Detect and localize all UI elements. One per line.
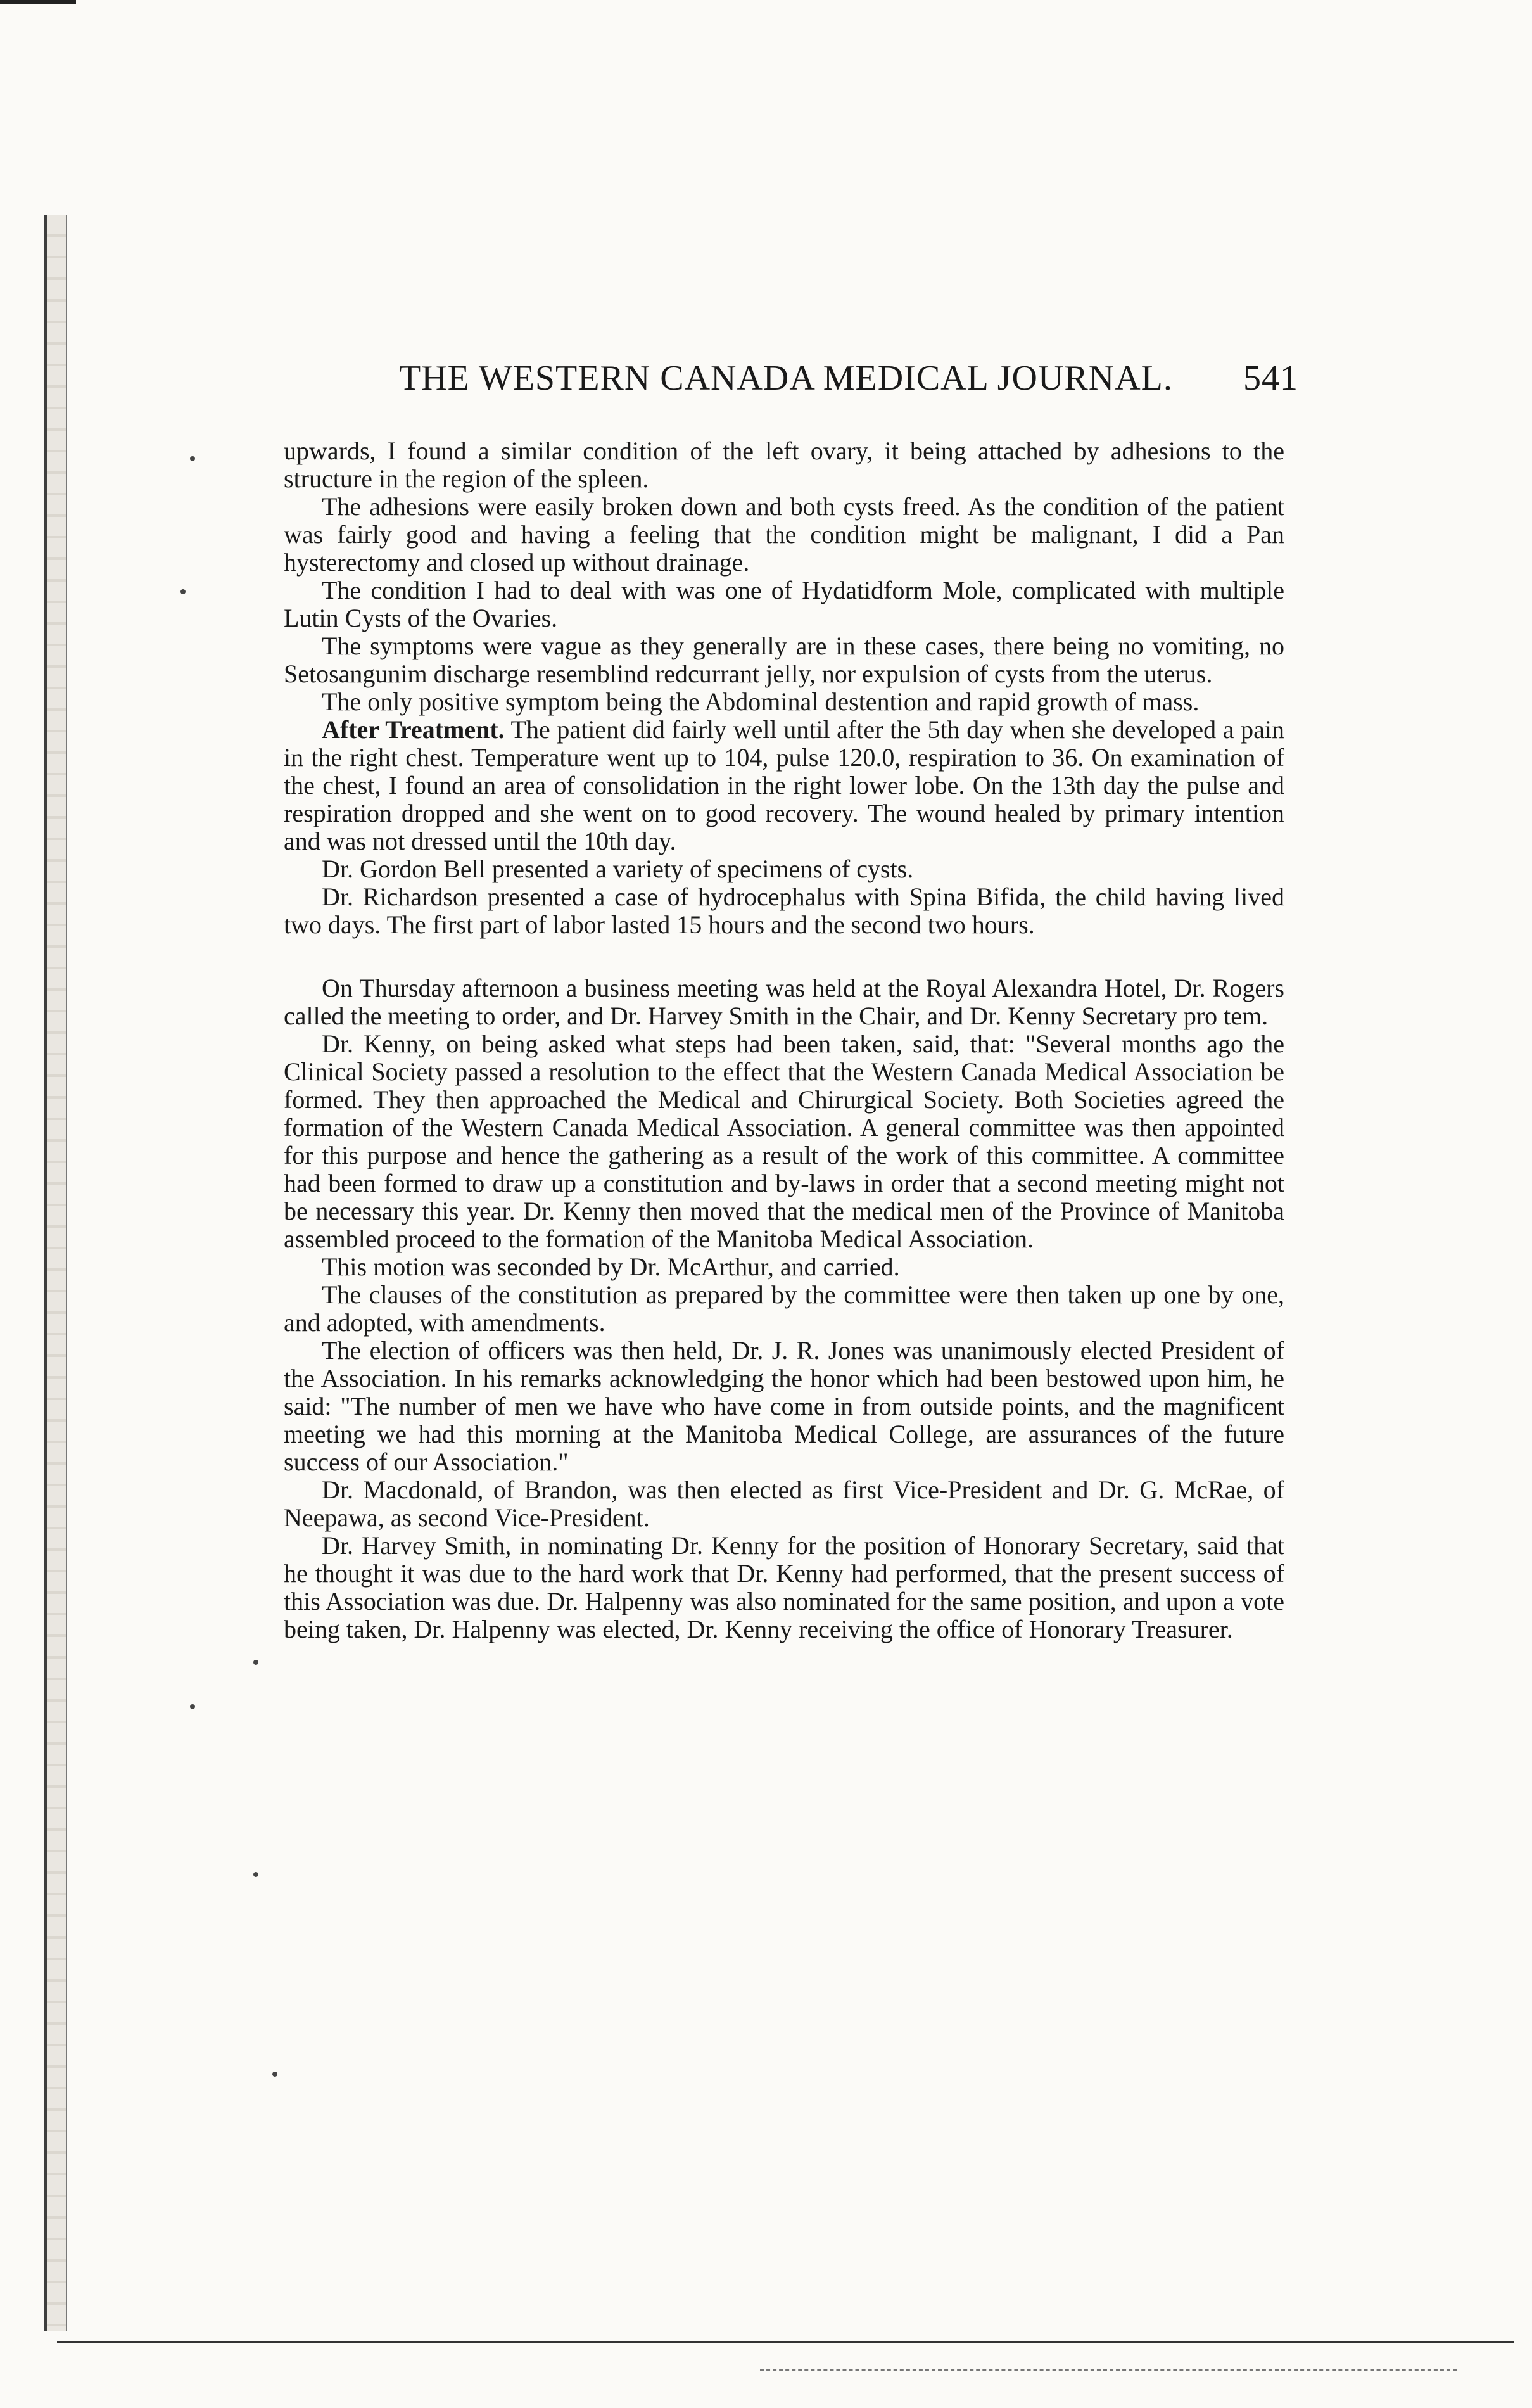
bottom-edge-noise xyxy=(760,2369,1457,2371)
paragraph: The condition I had to deal with was one of Hydatidform Mole, complicated with multiple Lutin Cysts of the Ovaries. xyxy=(284,576,1284,632)
page-number: 541 xyxy=(1243,359,1298,398)
article-body xyxy=(284,437,1284,1643)
paragraph: The adhesions were easily broken down and both cysts freed. As the condition of the patient was fairly good and having a feeling that the condition might be malignant, I did a Pan hysterectomy and closed up without drainage. xyxy=(284,492,1284,577)
bottom-edge-rule xyxy=(57,2341,1514,2343)
paragraph: The election of officers was then held, Dr. J. R. Jones was unanimously elected President of the Association. In his remarks acknowledging the honor which had been bestowed upon him, he said: "The number of men we have who have come in from outside points, and the magnificent meeting we had this morning at the Manitoba Medical College, are assurances of the future success of our Association." xyxy=(284,1336,1284,1476)
paragraph: The symptoms were vague as they generally are in these cases, there being no vomiting, no Setosangunim discharge resemblind redcurrant jelly, nor expulsion of cysts from the uterus. xyxy=(284,632,1284,688)
paragraph: The clauses of the constitution as prepared by the committee were then taken up one by one, and adopted, with amendments. xyxy=(284,1280,1284,1337)
paragraph: This motion was seconded by Dr. McArthur, and carried. xyxy=(322,1252,900,1281)
page-edge-mark xyxy=(0,0,76,29)
running-header xyxy=(399,358,1298,398)
paragraph-text: The patient did fairly well until after the 5th day when she developed a pain in the right chest. Temperature went up to 104, pulse 120.0, respiration to 36. On examination of the chest, I found an area of consolidation in the right lower lobe. On the 13th day the pulse and respiration dropped and she went on to good recovery. The wound healed by primary intention and was not dressed until the 10th day. xyxy=(284,715,1284,855)
paragraph: On Thursday afternoon a business meeting was held at the Royal Alexandra Hotel, Dr. Rogers called the meeting to order, and Dr. Harvey Smith in the Chair, and Dr. Kenny Secretary pro tem. xyxy=(284,974,1284,1030)
after-treatment-heading: After Treatment. xyxy=(322,715,505,744)
paragraph-after-treatment xyxy=(284,716,1284,855)
journal-title: THE WESTERN CANADA MEDICAL JOURNAL. xyxy=(399,359,1173,398)
paragraph: Dr. Macdonald, of Brandon, was then elected as first Vice-President and Dr. G. McRae, of Neepawa, as second Vice-President. xyxy=(284,1475,1284,1532)
paragraph: The only positive symptom being the Abdominal destention and rapid growth of mass. xyxy=(322,687,1200,716)
paragraph: Dr. Harvey Smith, in nominating Dr. Kenny for the position of Honorary Secretary, said that he thought it was due to the hard work that Dr. Kenny had performed, that the present success of this Association was due. Dr. Halpenny was also nominated for the same position, and upon a vote being taken, Dr. Halpenny was elected, Dr. Kenny receiving the office of Honorary Treasurer. xyxy=(284,1531,1284,1643)
paragraph: upwards, I found a similar condition of the left ovary, it being attached by adhesions to the structure in the region of the spleen. xyxy=(284,436,1284,493)
paragraph: Dr. Gordon Bell presented a variety of specimens of cysts. xyxy=(322,855,914,883)
paragraph: Dr. Richardson presented a case of hydrocephalus with Spina Bifida, the child having lived two days. The first part of labor lasted 15 hours and the second two hours. xyxy=(284,882,1284,939)
paragraph: Dr. Kenny, on being asked what steps had been taken, said, that: "Several months ago the Clinical Society passed a resolution to the effect that the Western Canada Medical Association be formed. They then approached the Medical and Chirurgical Society. Both Societies agreed the formation of the Western Canada Medical Association. A general committee was then appointed for this purpose and hence the gathering as a result of the work of this committee. A committee had been formed to draw up a constitution and by-laws in order that a second meeting might not be necessary this year. Dr. Kenny then moved that the medical men of the Province of Manitoba assembled proceed to the formation of the Manitoba Medical Association. xyxy=(284,1029,1284,1253)
binding-margin xyxy=(44,215,67,2331)
